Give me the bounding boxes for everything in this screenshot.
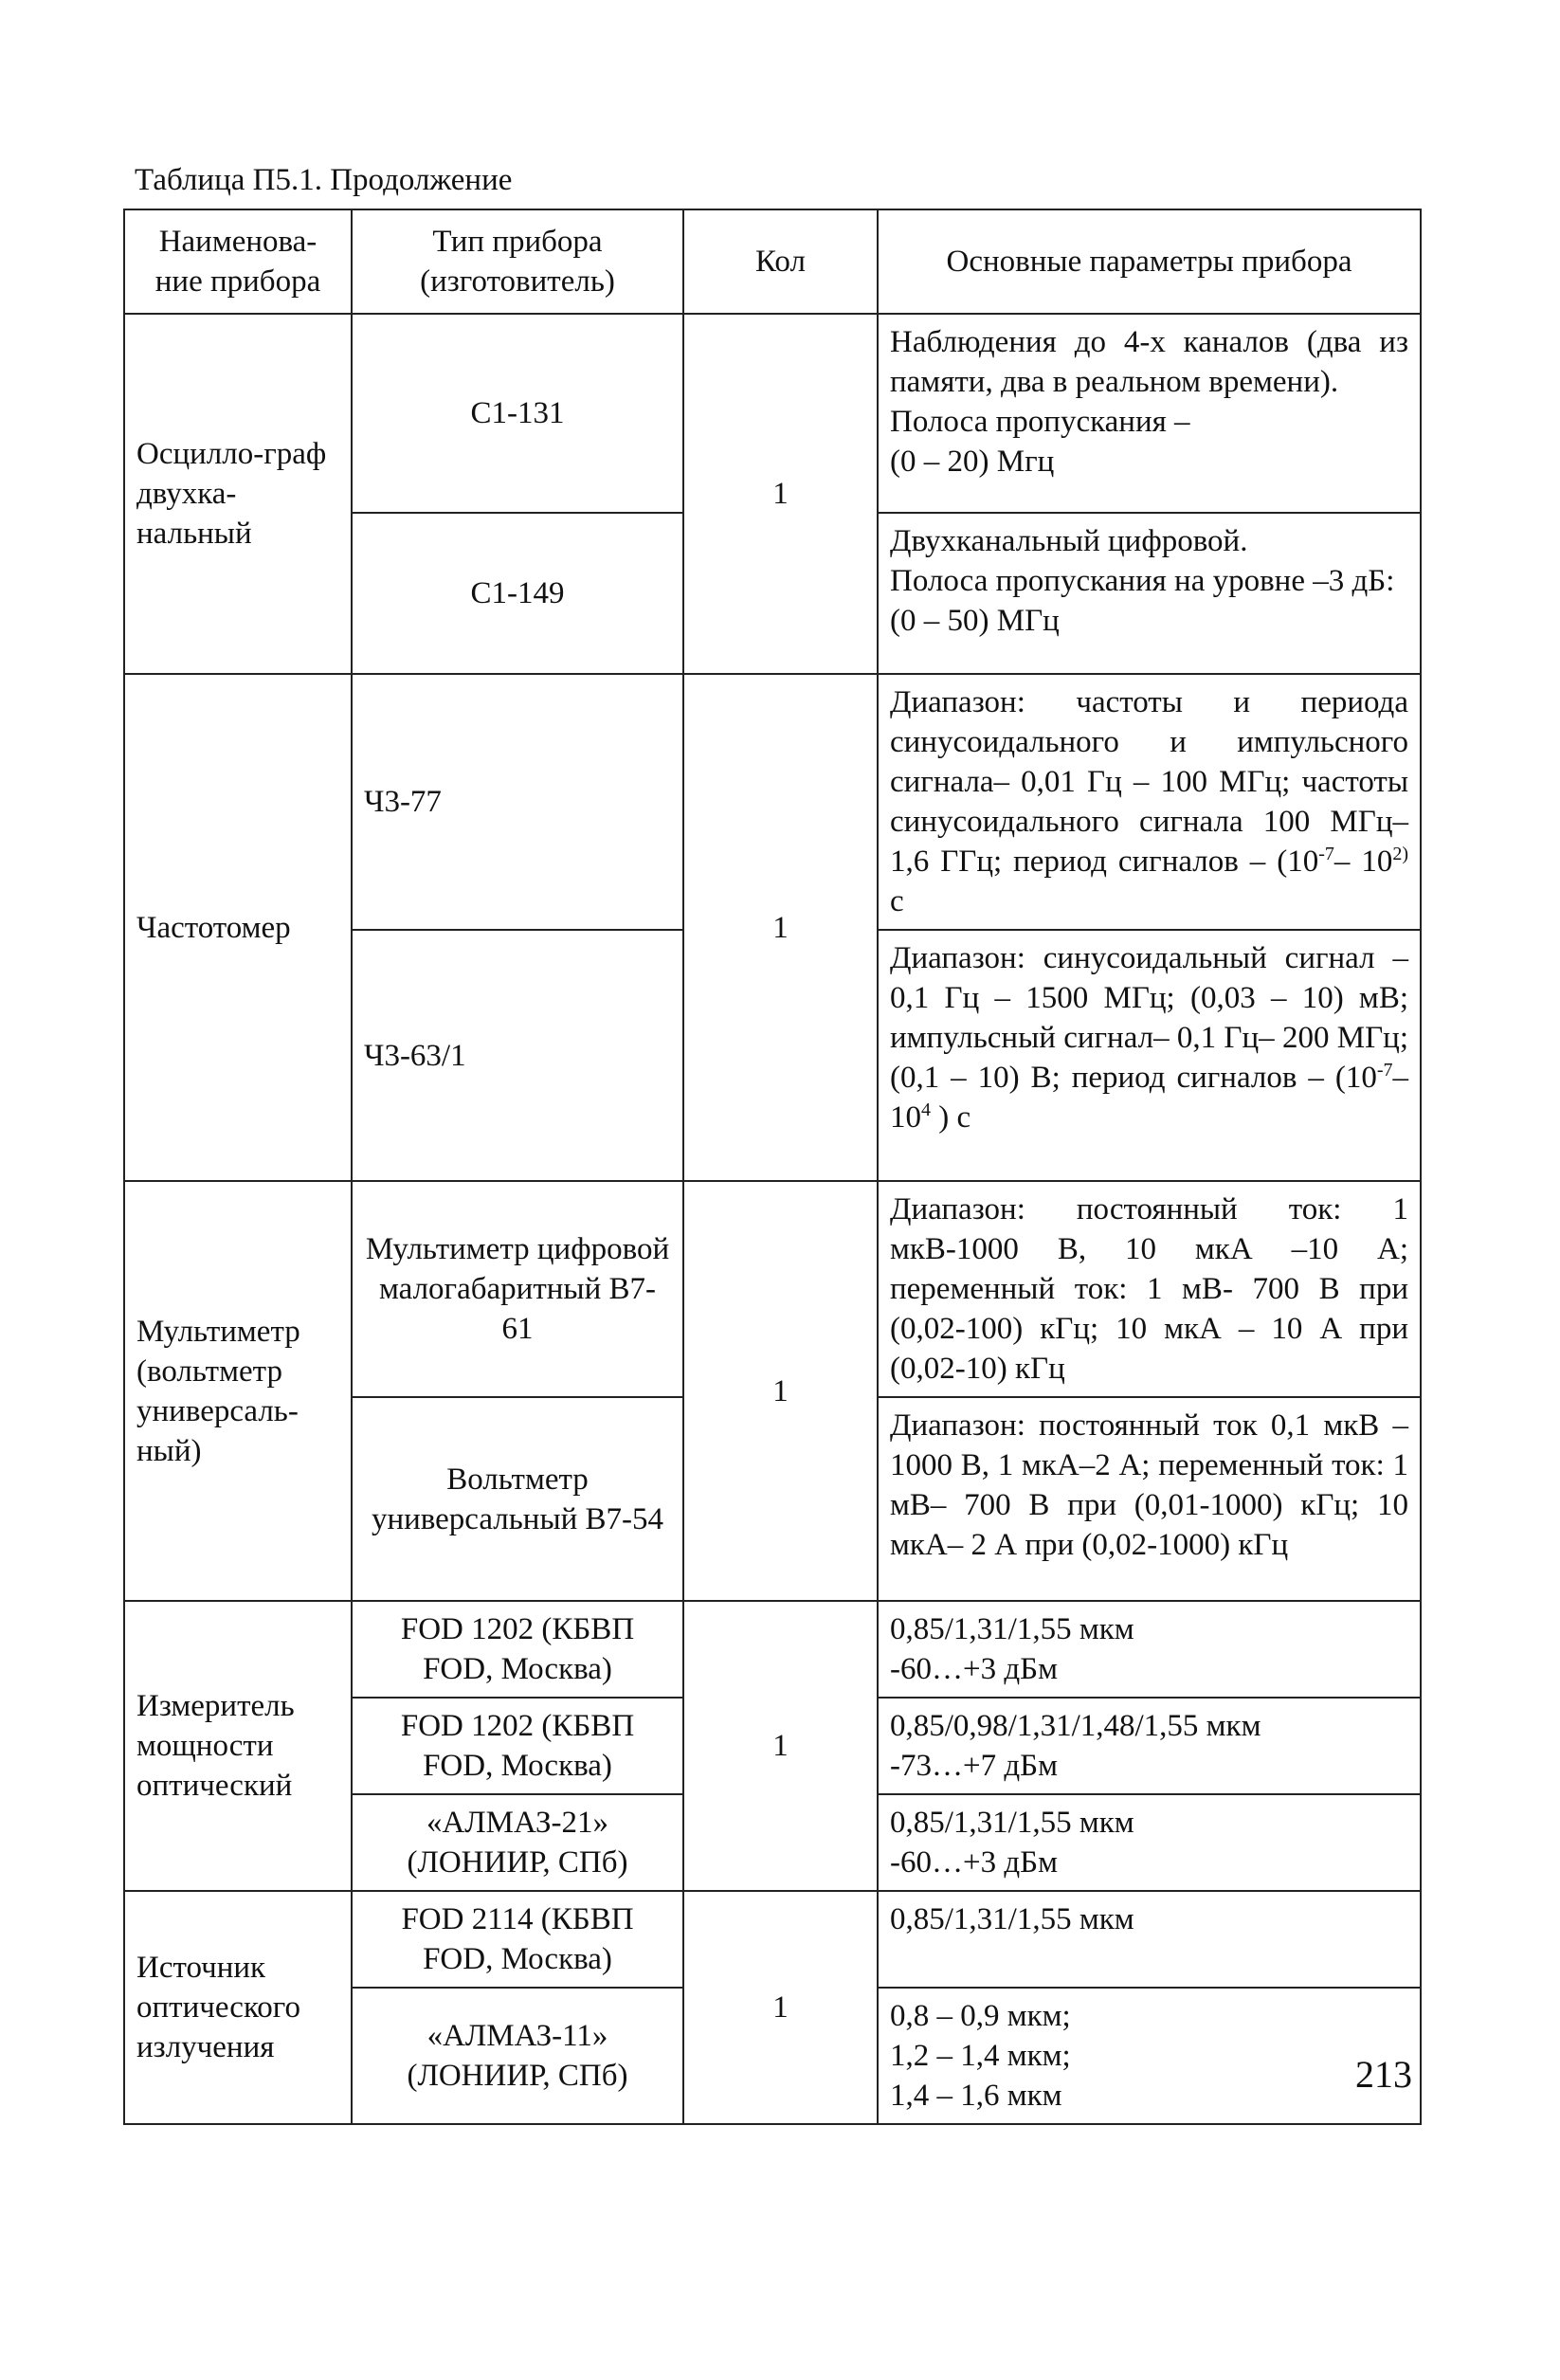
freq-params-1-sup1: -7 bbox=[1318, 844, 1334, 864]
power-type-3: «АЛМАЗ-21» (ЛОНИИР, СПб) bbox=[352, 1794, 683, 1891]
source-qty: 1 bbox=[683, 1891, 878, 2124]
table-row bbox=[124, 314, 1421, 513]
source-params-1-line: 0,85/1,31/1,55 мкм bbox=[890, 1902, 1134, 1936]
mult-type-2: Вольтметр универсальный В7-54 bbox=[352, 1397, 683, 1601]
header-name: Наименова-ние прибора bbox=[124, 209, 352, 314]
power-name: Измеритель мощности оптический bbox=[124, 1601, 352, 1891]
power-params-3 bbox=[878, 1794, 1421, 1891]
source-params-2-line: 0,8 – 0,9 мкм; bbox=[890, 1999, 1071, 2033]
power-type-2: FOD 1202 (КБВП FOD, Москва) bbox=[352, 1698, 683, 1794]
osc-params-2-line: Полоса пропускания на уровне –3 дБ: bbox=[890, 564, 1395, 598]
mult-name: Мультиметр (вольтметр универсаль-ный) bbox=[124, 1181, 352, 1601]
osc-params-1-line: (0 – 20) Мгц bbox=[890, 445, 1055, 479]
freq-params-2-text: Диапазон: синусоидальный сигнал – 0,1 Гц – 1500 МГц; (0,03 – 10) мВ; импульсный сигнал– 0,1 Гц– 200 МГц; (0,1 – 10) В; bbox=[890, 941, 1408, 1095]
header-row bbox=[124, 209, 1421, 314]
freq-name: Частотомер bbox=[124, 674, 352, 1181]
osc-params-1-line: Наблюдения до 4-х каналов (два из памяти, два в реальном времени). bbox=[890, 325, 1408, 399]
instruments-table bbox=[123, 209, 1422, 2125]
source-type-2: «АЛМАЗ-11» (ЛОНИИР, СПб) bbox=[352, 1988, 683, 2124]
page-number: 213 bbox=[1355, 2053, 1412, 2096]
freq-params-2 bbox=[878, 930, 1421, 1181]
freq-qty: 1 bbox=[683, 674, 878, 1181]
power-params-3-line: 0,85/1,31/1,55 мкм bbox=[890, 1806, 1134, 1840]
table-caption: Таблица П5.1. Продолжение bbox=[135, 163, 513, 197]
source-params-2-line: 1,4 – 1,6 мкм bbox=[890, 2079, 1062, 2113]
mult-type-1: Мультиметр цифровой малогабаритный В7-61 bbox=[352, 1181, 683, 1397]
power-qty: 1 bbox=[683, 1601, 878, 1891]
freq-type-2: Ч3-63/1 bbox=[352, 930, 683, 1181]
mult-params-1: Диапазон: постоянный ток: 1 мкВ-1000 В, 10 мкА –10 А; переменный ток: 1 мВ- 700 В при (0,02-100) кГц; 10 мкА – 10 А при (0,02-10) кГц bbox=[878, 1181, 1421, 1397]
mult-qty: 1 bbox=[683, 1181, 878, 1601]
source-type-1: FOD 2114 (КБВП FOD, Москва) bbox=[352, 1891, 683, 1988]
header-type: Тип прибора (изготовитель) bbox=[352, 209, 683, 314]
source-name: Источник оптического излучения bbox=[124, 1891, 352, 2124]
table-row bbox=[124, 1601, 1421, 1698]
osc-params-1 bbox=[878, 314, 1421, 513]
power-params-3-line: -60…+3 дБм bbox=[890, 1845, 1058, 1880]
osc-params-2 bbox=[878, 513, 1421, 674]
osc-params-2-line: (0 – 50) МГц bbox=[890, 604, 1060, 638]
source-params-1 bbox=[878, 1891, 1421, 1988]
power-params-1-line: 0,85/1,31/1,55 мкм bbox=[890, 1612, 1134, 1646]
osc-name: Осцилло-граф двухка-нальный bbox=[124, 314, 352, 674]
power-params-1 bbox=[878, 1601, 1421, 1698]
osc-type-2: С1-149 bbox=[352, 513, 683, 674]
osc-params-2-line: Двухканальный цифровой. bbox=[890, 524, 1248, 558]
power-params-2-line: -73…+7 дБм bbox=[890, 1749, 1058, 1783]
osc-params-1-line: Полоса пропускания – bbox=[890, 405, 1190, 439]
source-params-2 bbox=[878, 1988, 1421, 2124]
table-row bbox=[124, 1181, 1421, 1397]
table-row bbox=[124, 674, 1421, 930]
header-params: Основные параметры прибора bbox=[878, 209, 1421, 314]
source-params-2-line: 1,2 – 1,4 мкм; bbox=[890, 2039, 1071, 2073]
freq-params-2-sup1: -7 bbox=[1376, 1060, 1393, 1081]
freq-params-2-end: ) с bbox=[931, 1100, 971, 1135]
header-qty: Кол bbox=[683, 209, 878, 314]
power-params-1-line: -60…+3 дБм bbox=[890, 1652, 1058, 1686]
freq-params-1 bbox=[878, 674, 1421, 930]
power-params-2-line: 0,85/0,98/1,31/1,48/1,55 мкм bbox=[890, 1709, 1261, 1743]
freq-params-2-tail: период сигналов – (10 bbox=[1071, 1061, 1377, 1095]
freq-params-2-sup2: 4 bbox=[921, 1099, 931, 1120]
freq-params-1-sup2: 2) bbox=[1392, 844, 1408, 864]
freq-params-1-mid: – 10 bbox=[1333, 845, 1393, 879]
freq-params-1-text: Диапазон: частоты и периода синусоидального и импульсного сигнала– 0,01 Гц – 100 МГц; частоты синусоидального сигнала 100 МГц– 1,6 ГГц; период сигналов – (10 bbox=[890, 685, 1408, 879]
freq-params-1-end: с bbox=[890, 884, 904, 918]
mult-params-2: Диапазон: постоянный ток 0,1 мкВ –1000 В, 1 мкА–2 А; переменный ток: 1 мВ– 700 В при (0,01-1000) кГц; 10 мкА– 2 А при (0,02-1000) кГц bbox=[878, 1397, 1421, 1601]
osc-qty: 1 bbox=[683, 314, 878, 674]
power-type-1: FOD 1202 (КБВП FOD, Москва) bbox=[352, 1601, 683, 1698]
power-params-2 bbox=[878, 1698, 1421, 1794]
osc-type-1: С1-131 bbox=[352, 314, 683, 513]
freq-type-1: Ч3-77 bbox=[352, 674, 683, 930]
freq-params-2-mid: – 10 bbox=[890, 1061, 1408, 1135]
table-row bbox=[124, 1891, 1421, 1988]
